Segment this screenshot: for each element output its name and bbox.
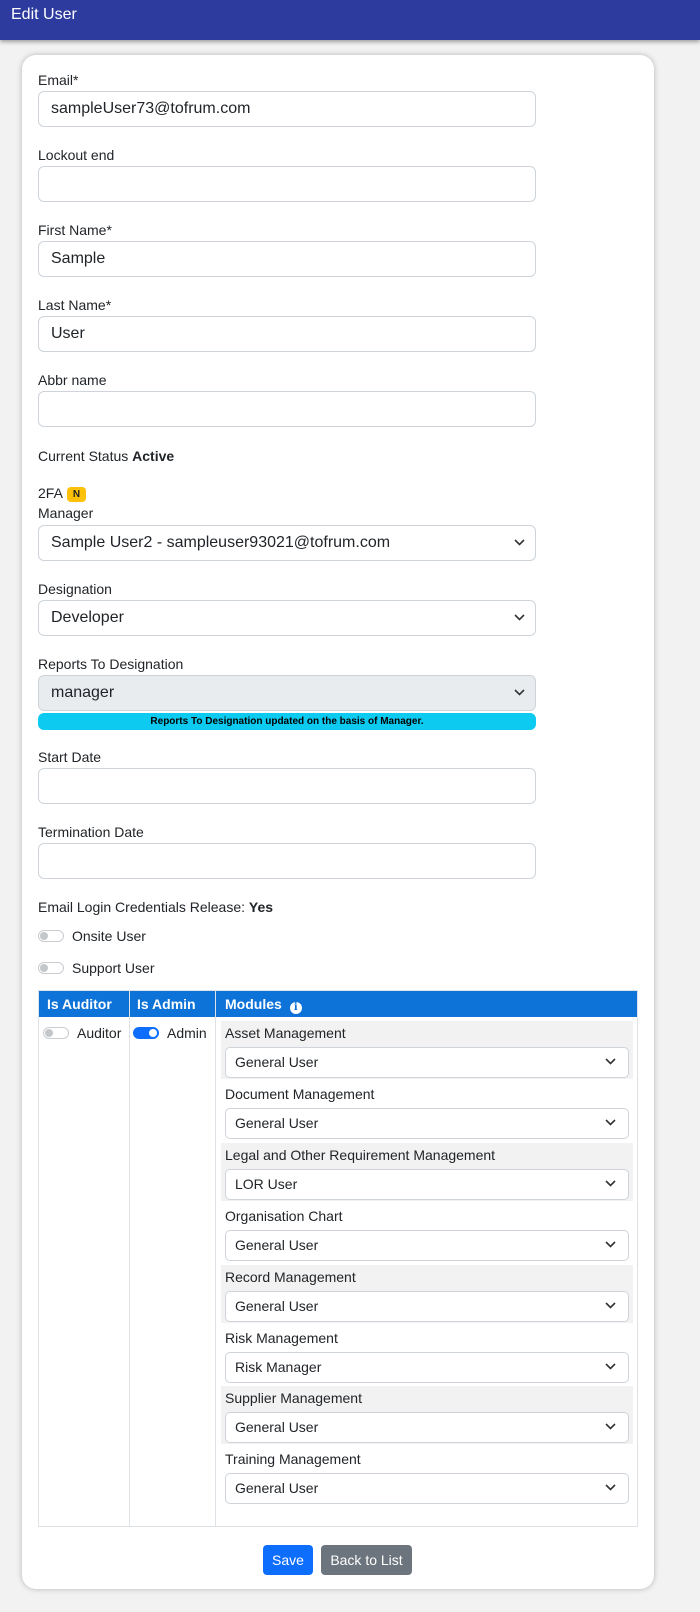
reports-to-note: Reports To Designation updated on the basis of Manager. <box>38 713 536 730</box>
module-name: Legal and Other Requirement Management <box>225 1147 496 1163</box>
module-role-select[interactable] <box>225 1230 629 1261</box>
manager-label: Manager <box>38 505 94 521</box>
email-label: Email* <box>38 72 79 88</box>
onsite-user-toggle[interactable] <box>38 930 64 942</box>
email-field[interactable]: sampleUser73@tofrum.com <box>38 91 536 127</box>
current-status-value: Active <box>132 448 175 464</box>
auditor-label: Auditor <box>77 1025 122 1041</box>
header-modules <box>217 991 637 1017</box>
onsite-user-label: Onsite User <box>72 928 146 944</box>
abbr-name-label: Abbr name <box>38 372 107 388</box>
termination-date-field[interactable] <box>38 843 536 879</box>
module-role-select[interactable] <box>225 1108 629 1139</box>
module-role-select[interactable] <box>225 1412 629 1443</box>
chevron-down-icon <box>514 689 523 698</box>
chevron-down-icon <box>605 1241 614 1250</box>
reports-to-value: manager <box>51 684 115 701</box>
module-role-select[interactable] <box>225 1291 629 1322</box>
two-fa-row <box>38 485 86 502</box>
lockout-end-field[interactable] <box>38 166 536 202</box>
chevron-down-icon <box>605 1180 614 1189</box>
save-button[interactable]: Save <box>263 1545 313 1575</box>
start-date-field[interactable] <box>38 768 536 804</box>
two-fa-label: 2FA <box>38 485 63 501</box>
module-role-value: General User <box>235 1419 319 1435</box>
info-icon[interactable]: i <box>290 1002 302 1014</box>
auditor-toggle[interactable] <box>43 1027 69 1039</box>
manager-select[interactable] <box>38 525 536 561</box>
module-name: Asset Management <box>225 1025 346 1041</box>
module-name: Supplier Management <box>225 1390 362 1406</box>
module-role-value: General User <box>235 1480 319 1496</box>
module-role-value: General User <box>235 1237 319 1253</box>
support-user-toggle[interactable] <box>38 962 64 974</box>
header-modules-label: Modules <box>225 996 282 1012</box>
email-login-row <box>38 899 273 915</box>
start-date-label: Start Date <box>38 749 102 765</box>
module-role-select[interactable] <box>225 1352 629 1383</box>
lockout-end-label: Lockout end <box>38 147 115 163</box>
back-to-list-button[interactable]: Back to List <box>321 1545 412 1575</box>
designation-select[interactable] <box>38 600 536 636</box>
page-title: Edit User <box>11 6 77 23</box>
module-name: Document Management <box>225 1086 375 1102</box>
last-name-label: Last Name* <box>38 297 112 313</box>
support-user-row <box>38 960 154 976</box>
current-status-label: Current Status <box>38 448 129 464</box>
abbr-name-field[interactable] <box>38 391 536 427</box>
module-row <box>221 1386 633 1444</box>
module-role-select[interactable] <box>225 1473 629 1504</box>
designation-label: Designation <box>38 581 112 597</box>
module-role-value: General User <box>235 1054 319 1070</box>
module-name: Record Management <box>225 1269 356 1285</box>
reports-to-select[interactable] <box>38 675 536 711</box>
module-row <box>221 1204 633 1262</box>
module-name: Training Management <box>225 1451 361 1467</box>
email-login-label: Email Login Credentials Release: <box>38 899 245 915</box>
two-fa-badge: N <box>67 487 86 502</box>
first-name-field[interactable]: Sample <box>38 241 536 277</box>
module-name: Risk Management <box>225 1330 338 1346</box>
module-row <box>221 1082 633 1140</box>
first-name-label: First Name* <box>38 222 112 238</box>
header-is-admin: Is Admin <box>129 991 217 1017</box>
chevron-down-icon <box>605 1363 614 1372</box>
module-name: Organisation Chart <box>225 1208 343 1224</box>
manager-value: Sample User2 - sampleuser93021@tofrum.com <box>51 534 391 551</box>
module-role-value: LOR User <box>235 1176 298 1192</box>
chevron-down-icon <box>605 1484 614 1493</box>
auditor-cell <box>43 1025 121 1041</box>
roles-table <box>38 990 638 1527</box>
chevron-down-icon <box>605 1058 614 1067</box>
chevron-down-icon <box>605 1302 614 1311</box>
module-row <box>221 1021 633 1079</box>
chevron-down-icon <box>605 1423 614 1432</box>
module-row <box>221 1326 633 1384</box>
module-row <box>221 1447 633 1505</box>
chevron-down-icon <box>605 1119 614 1128</box>
module-role-value: General User <box>235 1298 319 1314</box>
termination-date-label: Termination Date <box>38 824 144 840</box>
top-bar <box>0 0 700 40</box>
email-login-value: Yes <box>248 899 274 915</box>
onsite-user-row <box>38 928 146 944</box>
last-name-field[interactable]: User <box>38 316 536 352</box>
admin-cell <box>133 1025 207 1041</box>
module-role-select[interactable] <box>225 1047 629 1078</box>
header-is-auditor: Is Auditor <box>39 991 129 1017</box>
admin-toggle[interactable] <box>133 1027 159 1039</box>
designation-value: Developer <box>51 609 124 626</box>
admin-label: Admin <box>167 1025 207 1041</box>
module-row <box>221 1265 633 1323</box>
module-row <box>221 1143 633 1201</box>
current-status <box>38 448 174 464</box>
support-user-label: Support User <box>72 960 155 976</box>
chevron-down-icon <box>514 614 523 623</box>
module-role-select[interactable] <box>225 1169 629 1200</box>
reports-to-label: Reports To Designation <box>38 656 184 672</box>
chevron-down-icon <box>514 539 523 548</box>
column-divider <box>215 991 216 1526</box>
module-role-value: General User <box>235 1115 319 1131</box>
column-divider <box>129 991 130 1526</box>
module-role-value: Risk Manager <box>235 1359 322 1375</box>
